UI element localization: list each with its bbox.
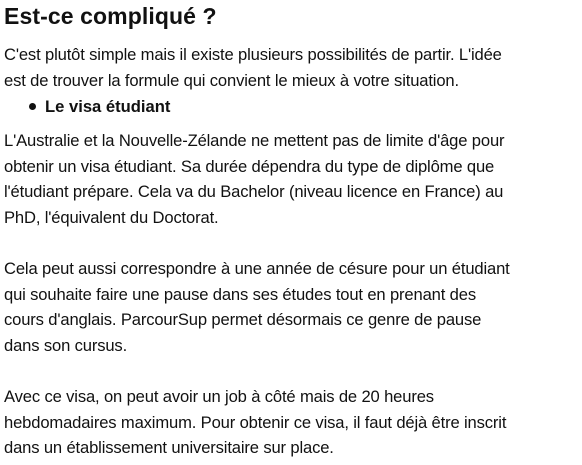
text-line: cours d'anglais. ParcourSup permet désormais ce genre de pause (4, 310, 482, 330)
text-line: hebdomadaires maximum. Pour obtenir ce visa, il faut déjà être inscrit (4, 412, 507, 432)
bullet-list (4, 94, 582, 119)
bullet-label: Le visa étudiant (45, 97, 171, 117)
section-heading: Est-ce compliqué ? (4, 3, 217, 29)
text-line: PhD, l'équivalent du Doctorat. (4, 207, 219, 227)
text-line: C'est plutôt simple mais il existe plusieurs possibilités de partir. L'idée (4, 45, 502, 64)
text-line: obtenir un visa étudiant. Sa durée dépendra du type de diplôme que (4, 156, 495, 176)
bullet-item (4, 94, 582, 119)
body-paragraph (4, 128, 582, 230)
text-line: est de trouver la formule qui convient le mieux à votre situation. (4, 70, 459, 90)
text-line: dans son cursus. (4, 335, 128, 355)
text-line: Cela peut aussi correspondre à une année de césure pour un étudiant (4, 259, 510, 279)
text-line: L'Australie et la Nouvelle-Zélande ne mettent pas de limite d'âge pour (4, 131, 505, 151)
text-line: l'étudiant prépare. Cela va du Bachelor (niveau licence en France) au (4, 182, 504, 202)
body-paragraph (4, 256, 582, 358)
body-paragraph (4, 384, 582, 461)
text-line: dans un établissement universitaire sur place. (4, 438, 334, 458)
text-line: Avec ce visa, on peut avoir un job à côté mais de 20 heures (4, 387, 434, 407)
text-line: qui souhaite faire une pause dans ses études tout en prenant des (4, 284, 476, 304)
bullet-dot-icon (29, 103, 36, 110)
intro-paragraph (4, 42, 582, 93)
